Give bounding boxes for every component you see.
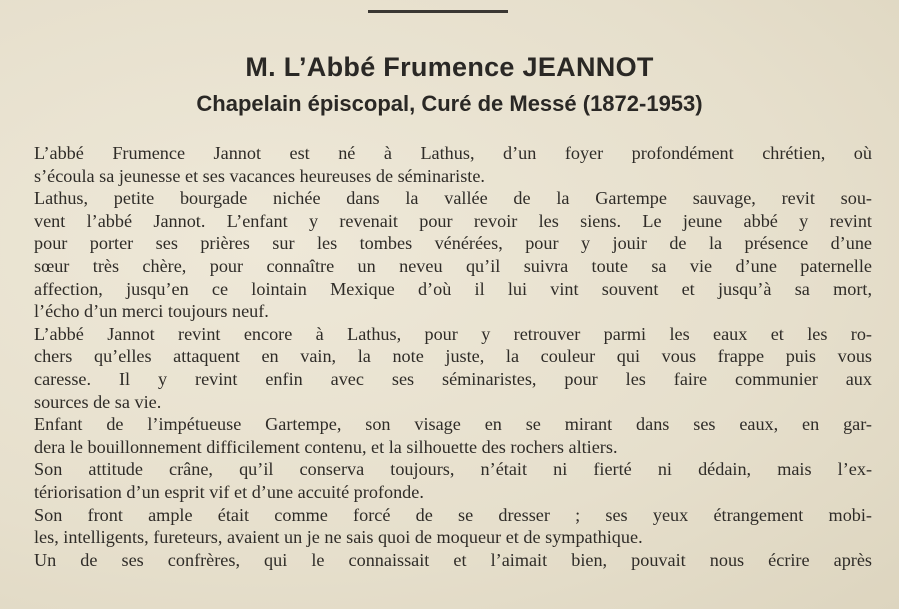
text-line: les, intelligents, fureteurs, avaient un je ne sais quoi de moqueur et de sympathique. bbox=[34, 527, 643, 548]
article-title: M. L’Abbé Frumence JEANNOT bbox=[245, 52, 654, 82]
text-line: pour porter ses prières sur les tombes vénérées, pour y jouir de la présence d’une bbox=[34, 233, 872, 254]
text-line: caresse. Il y revint enfin avec ses séminaristes, pour les faire communier aux bbox=[34, 368, 872, 389]
text-line: L’abbé Jannot revint encore à Lathus, pour y retrouver parmi les eaux et les ro- bbox=[34, 323, 872, 344]
text-line: tériorisation d’un esprit vif et d’une accuité profonde. bbox=[34, 481, 424, 502]
text-line: Son front ample était comme forcé de se dresser ; ses yeux étrangement mobi- bbox=[34, 504, 872, 525]
text-line: Son attitude crâne, qu’il conserva toujours, n’était ni fierté ni dédain, mais l’ex- bbox=[34, 459, 872, 480]
article-body bbox=[34, 142, 872, 571]
text-line: sources de sa vie. bbox=[34, 391, 162, 412]
text-line: sœur très chère, pour connaître un neveu qu’il suivra toute sa vie d’une paternelle bbox=[34, 255, 872, 276]
text-line: dera le bouillonnement difficilement contenu, et la silhouette des rochers altiers. bbox=[34, 436, 618, 457]
text-line: s’écoula sa jeunesse et ses vacances heureuses de séminariste. bbox=[34, 165, 485, 186]
text-line: Enfant de l’impétueuse Gartempe, son visage en se mirant dans ses eaux, en gar- bbox=[34, 414, 872, 435]
text-line: Un de ses confrères, qui le connaissait et l’aimait bien, pouvait nous écrire après bbox=[34, 549, 872, 570]
text-line: chers qu’elles attaquent en vain, la note juste, la couleur qui vous frappe puis vous bbox=[34, 346, 872, 367]
top-rule bbox=[368, 10, 508, 13]
text-line: Lathus, petite bourgade nichée dans la vallée de la Gartempe sauvage, revit sou- bbox=[34, 188, 872, 209]
article-subtitle: Chapelain épiscopal, Curé de Messé (1872-1953) bbox=[196, 91, 703, 116]
text-line: L’abbé Frumence Jannot est né à Lathus, d’un foyer profondément chrétien, où bbox=[34, 143, 872, 163]
text-line: vent l’abbé Jannot. L’enfant y revenait pour revoir les siens. Le jeune abbé y revint bbox=[34, 210, 872, 231]
text-line: affection, jusqu’en ce lointain Mexique d’où il lui vint souvent et jusqu’à sa mort, bbox=[34, 278, 872, 299]
text-line: l’écho d’un merci toujours neuf. bbox=[34, 301, 269, 322]
